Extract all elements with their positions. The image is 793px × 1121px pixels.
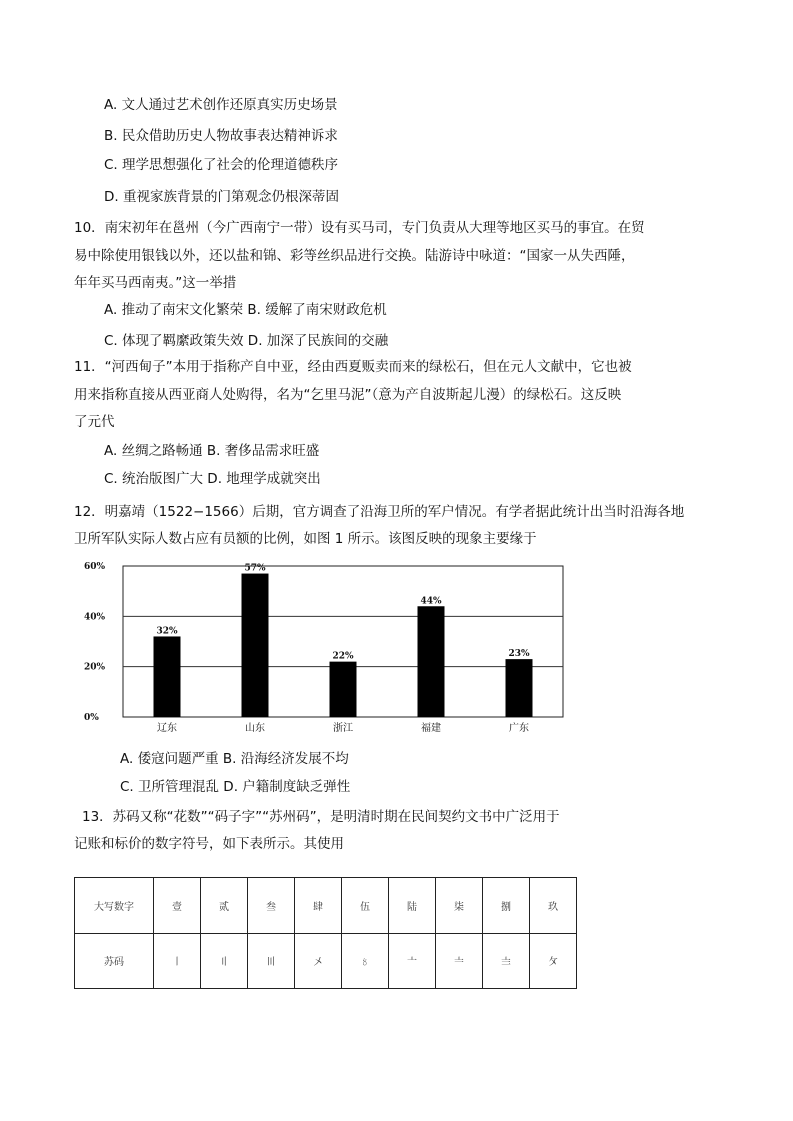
table-cell: 玖 [530, 878, 577, 934]
chart-labels [84, 562, 530, 734]
table-cell: 叁 [248, 878, 295, 934]
q9-option-b: B. 民众借助历史人物故事表达精神诉求 [104, 128, 338, 144]
table-cell: 柒 [436, 878, 483, 934]
table-cell: 〧 [436, 933, 483, 989]
table-cell: 壹 [154, 878, 201, 934]
x-category-label: 浙江 [333, 723, 353, 734]
q13-stem-line-2: 记账和标价的数字符号，如下表所示。其使用 [74, 836, 344, 852]
x-category-label: 辽东 [157, 723, 177, 734]
table-row-suma [75, 933, 577, 989]
q12-stem-line-2: 卫所军队实际人数占应有员额的比例，如图 1 所示。该图反映的现象主要缘于 [74, 531, 537, 547]
table-cell: 陆 [389, 878, 436, 934]
table-cell: 〣 [248, 933, 295, 989]
table-cell: 捌 [483, 878, 530, 934]
suma-table [74, 877, 577, 989]
bar-value-label: 44% [420, 596, 442, 607]
table-cell: 肆 [295, 878, 342, 934]
chart-bar [506, 659, 533, 717]
q11-stem-line-2: 用来指称直接从西亚商人处购得，名为“乞里马泥”（意为产自波斯起儿漫）的绿松石。这反映 [74, 387, 622, 403]
table-cell: 〩 [530, 933, 577, 989]
chart-bars [154, 574, 533, 717]
x-category-label: 广东 [509, 723, 529, 734]
chart-bar [418, 606, 445, 717]
y-tick-label: 0% [84, 713, 99, 723]
table-cell: 〢 [201, 933, 248, 989]
q9-option-c: C. 理学思想强化了社会的伦理道德秩序 [104, 157, 339, 173]
q12-stem-line-1: 12．明嘉靖（1522−1566）后期，官方调查了沿海卫所的军户情况。有学者据此统计出当时沿海各地 [74, 504, 685, 520]
q11-options-cd: C. 统治版图广大 D. 地理学成就突出 [104, 471, 321, 487]
bar-value-label: 22% [332, 651, 354, 662]
table-head-uppercase: 大写数字 [75, 878, 154, 934]
x-category-label: 山东 [245, 723, 265, 734]
x-category-label: 福建 [421, 723, 441, 734]
y-tick-label: 40% [84, 612, 106, 623]
bar-value-label: 23% [508, 649, 530, 660]
chart-bar [242, 574, 269, 717]
q12-options-cd: C. 卫所管理混乱 D. 户籍制度缺乏弹性 [120, 779, 351, 795]
table-cell: 〥 [342, 933, 389, 989]
y-tick-label: 20% [84, 662, 106, 673]
bar-value-label: 57% [244, 563, 266, 574]
q10-stem-line-2: 易中除使用银钱以外，还以盐和锦、彩等丝织品进行交换。陆游诗中咏道：“国家一从失西陲， [74, 248, 635, 264]
chart-bar [330, 662, 357, 717]
y-tick-label: 60% [84, 562, 106, 572]
table-cell: 〤 [295, 933, 342, 989]
table-cell: 〦 [389, 933, 436, 989]
chart-bar [154, 636, 181, 717]
table-cell: 贰 [201, 878, 248, 934]
table-cell: 伍 [342, 878, 389, 934]
q9-option-d: D. 重视家族背景的门第观念仍根深蒂固 [104, 189, 339, 205]
q10-stem-line-1: 10．南宋初年在邕州（今广西南宁一带）设有买马司，专门负责从大理等地区买马的事宜。在贸 [74, 220, 645, 236]
q12-options-ab: A. 倭寇问题严重 B. 沿海经济发展不均 [120, 751, 349, 767]
table-head-suma: 苏码 [75, 933, 154, 989]
q10-stem-line-3: 年年买马西南夷。”这一举措 [74, 275, 237, 291]
bar-chart-figure-1 [78, 558, 578, 738]
table-row-uppercase [75, 878, 577, 934]
q10-options-cd: C. 体现了羁縻政策失效 D. 加深了民族间的交融 [104, 333, 389, 349]
q13-stem-line-1: 13．苏码又称“花数”“码子字”“苏州码”，是明清时期在民间契约文书中广泛用于 [82, 809, 560, 825]
q9-option-a: A. 文人通过艺术创作还原真实历史场景 [104, 97, 338, 113]
q11-options-ab: A. 丝绸之路畅通 B. 奢侈品需求旺盛 [104, 443, 320, 459]
table-cell: 〡 [154, 933, 201, 989]
bar-value-label: 32% [156, 626, 178, 637]
q11-stem-line-3: 了元代 [74, 414, 115, 430]
q10-options-ab: A. 推动了南宋文化繁荣 B. 缓解了南宋财政危机 [104, 302, 387, 318]
table-cell: 〨 [483, 933, 530, 989]
q11-stem-line-1: 11．“河西甸子”本用于指称产自中亚，经由西夏贩卖而来的绿松石，但在元人文献中，它也被 [74, 359, 632, 375]
